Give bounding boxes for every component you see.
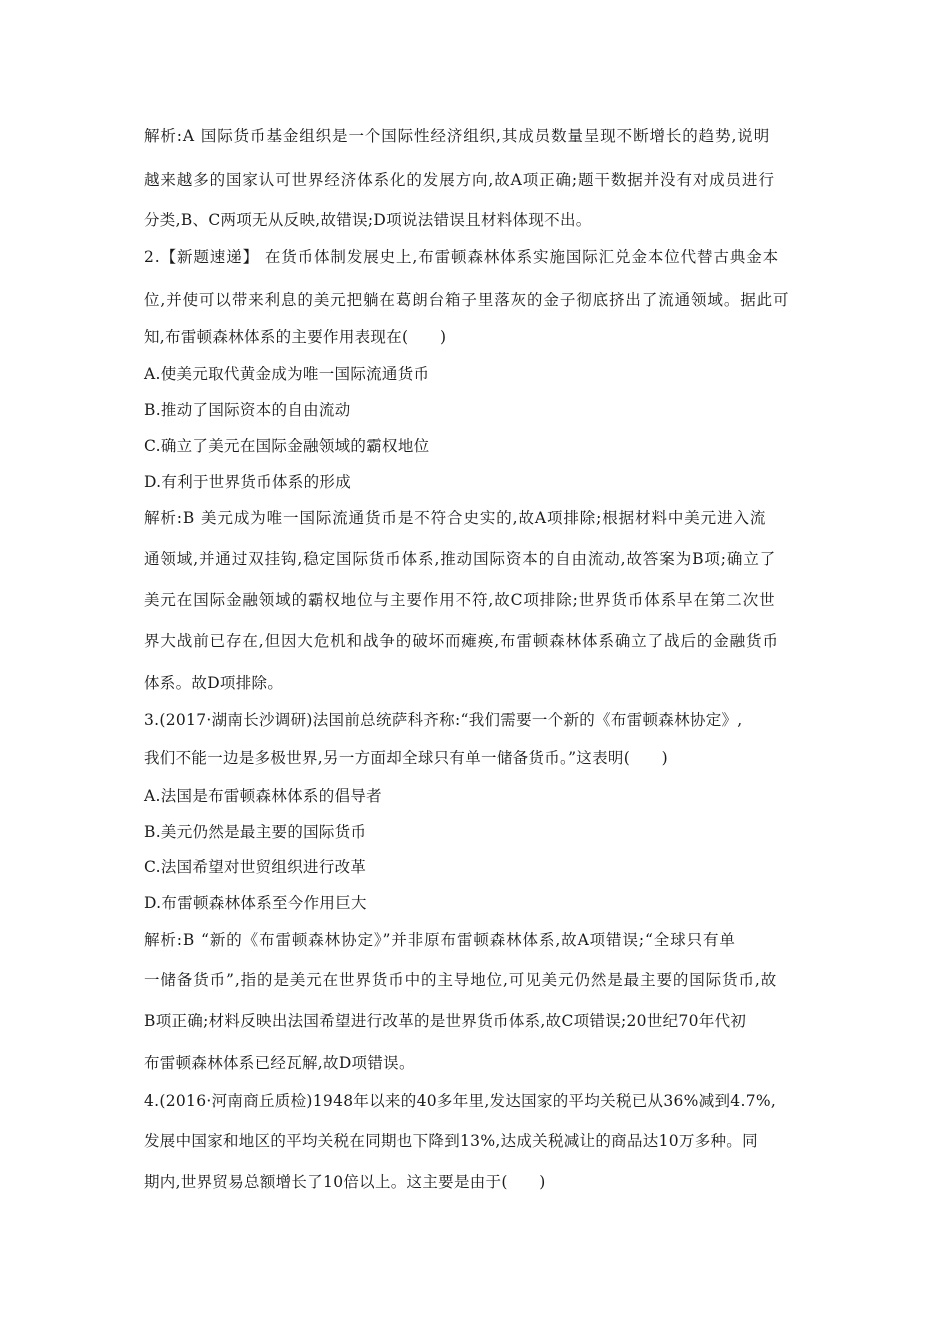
question-2-option-d: D.有利于世界货币体系的形成: [144, 473, 352, 491]
question-3-line-2: 我们不能一边是多极世界,另一方面却全球只有单一储备货币。”这表明( ): [144, 749, 668, 767]
question-3-option-a: A.法国是布雷顿森林体系的倡导者: [144, 787, 382, 805]
analysis-2-line-2: 通领域,并通过双挂钩,稳定国际货币体系,推动国际资本的自由流动,故答案为B项;确立了: [144, 550, 777, 568]
analysis-1-line-3: 分类,B、C两项无从反映,故错误;D项说法错误且材料体现不出。: [144, 211, 592, 229]
question-2-option-b: B.推动了国际资本的自由流动: [144, 401, 351, 419]
question-3-option-c: C.法国希望对世贸组织进行改革: [144, 858, 367, 876]
question-2-line-3: 知,布雷顿森林体系的主要作用表现在( ): [144, 328, 447, 346]
question-3-line-1: 3.(2017·湖南长沙调研)法国前总统萨科齐称:“我们需要一个新的《布雷顿森林协定》,: [144, 711, 743, 729]
question-2-option-c: C.确立了美元在国际金融领域的霸权地位: [144, 437, 430, 455]
analysis-2-line-5: 体系。故D项排除。: [144, 674, 284, 692]
question-4-line-3: 期内,世界贸易总额增长了10倍以上。这主要是由于( ): [144, 1173, 546, 1191]
analysis-2-line-4: 界大战前已存在,但因大危机和战争的破坏而瘫痪,布雷顿森林体系确立了战后的金融货币: [144, 632, 779, 650]
question-4-line-1: 4.(2016·河南商丘质检)1948年以来的40多年里,发达国家的平均关税已从36%减到4.7%,: [144, 1092, 777, 1110]
analysis-1-line-2: 越来越多的国家认可世界经济体系化的发展方向,故A项正确;题干数据并没有对成员进行: [144, 171, 775, 189]
analysis-2-line-3: 美元在国际金融领域的霸权地位与主要作用不符,故C项排除;世界货币体系早在第二次世: [144, 591, 776, 609]
analysis-3-line-1: 解析:B “新的《布雷顿森林协定》”并非原布雷顿森林体系,故A项错误;“全球只有单: [144, 931, 736, 949]
question-3-option-b: B.美元仍然是最主要的国际货币: [144, 823, 367, 841]
analysis-1-line-1: 解析:A 国际货币基金组织是一个国际性经济组织,其成员数量呈现不断增长的趋势,说明: [144, 127, 771, 145]
analysis-3-line-4: 布雷顿森林体系已经瓦解,故D项错误。: [144, 1054, 415, 1072]
analysis-3-line-2: 一储备货币”,指的是美元在世界货币中的主导地位,可见美元仍然是最主要的国际货币,故: [144, 971, 778, 989]
question-2-option-a: A.使美元取代黄金成为唯一国际流通货币: [144, 365, 430, 383]
question-2-line-1: 2.【新题速递】 在货币体制发展史上,布雷顿森林体系实施国际汇兑金本位代替古典金本: [144, 248, 780, 266]
question-4-line-2: 发展中国家和地区的平均关税在同期也下降到13%,达成关税减让的商品达10万多种。同: [144, 1132, 758, 1150]
analysis-2-line-1: 解析:B 美元成为唯一国际流通货币是不符合史实的,故A项排除;根据材料中美元进入流: [144, 509, 767, 527]
question-3-option-d: D.布雷顿森林体系至今作用巨大: [144, 894, 367, 912]
analysis-3-line-3: B项正确;材料反映出法国希望进行改革的是世界货币体系,故C项错误;20世纪70年代初: [144, 1012, 747, 1030]
question-2-line-2: 位,并使可以带来利息的美元把躺在葛朗台箱子里落灰的金子彻底挤出了流通领域。据此可: [144, 291, 790, 309]
